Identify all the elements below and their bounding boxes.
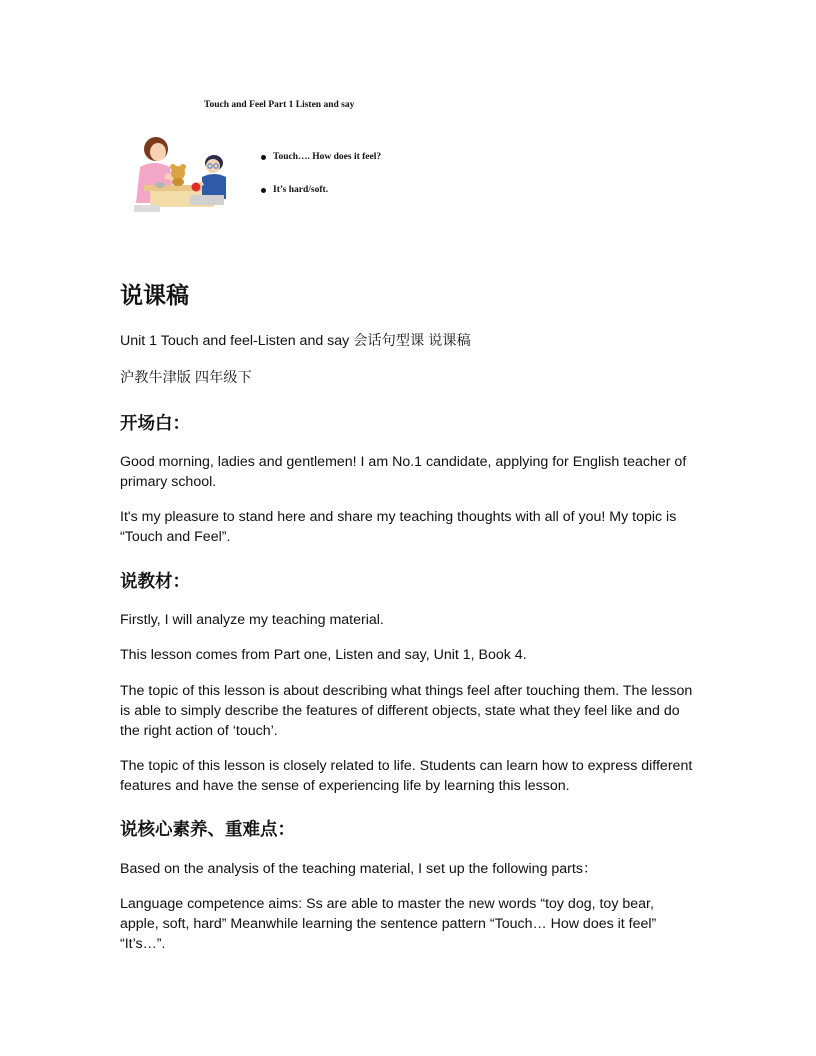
figure-title: Touch and Feel Part 1 Listen and say bbox=[204, 100, 355, 110]
figure-bullet-1 bbox=[261, 152, 381, 162]
paragraph: Based on the analysis of the teaching material, I set up the following parts： bbox=[120, 861, 598, 877]
bullet-dot-icon bbox=[261, 188, 266, 193]
subtitle-unit: Unit 1 Touch and feel-Listen and say 会话句型课 说课稿 bbox=[120, 333, 471, 349]
heading-core: 说核心素养、重难点： bbox=[120, 820, 295, 840]
paragraph: This lesson comes from Part one, Listen and say, Unit 1, Book 4. bbox=[120, 647, 527, 663]
subtitle-grade: 沪教牛津版 四年级下 bbox=[120, 370, 252, 386]
paragraph: Language competence aims: Ss are able to master the new words “toy dog, toy bear, apple, soft, hard” Meanwhile learning the sentence pattern “Touch… How does it feel” “It’s…”. bbox=[120, 896, 657, 952]
bullet-dot-icon bbox=[261, 155, 266, 160]
heading-opening: 开场白： bbox=[120, 414, 190, 434]
heading-material: 说教材： bbox=[120, 572, 190, 592]
classroom-illustration bbox=[130, 133, 228, 215]
page-title: 说课稿 bbox=[120, 283, 189, 309]
paragraph: The topic of this lesson is closely related to life. Students can learn how to express different features and have the sense of experiencing life by learning this lesson. bbox=[120, 758, 693, 794]
paragraph: It's my pleasure to stand here and share my teaching thoughts with all of you! My topic is “Touch and Feel”. bbox=[120, 509, 677, 545]
paragraph: The topic of this lesson is about describing what things feel after touching them. The lesson is able to simply describe the features of different objects, state what they feel like and do the right action of ‘touch’. bbox=[120, 683, 693, 739]
figure-bullet-text: It’s hard/soft. bbox=[273, 185, 329, 195]
figure-bullet-2 bbox=[261, 185, 328, 195]
paragraph: Good morning, ladies and gentlemen! I am No.1 candidate, applying for English teacher of primary school. bbox=[120, 454, 687, 490]
figure-bullet-text: Touch…. How does it feel? bbox=[273, 152, 382, 162]
paragraph: Firstly, I will analyze my teaching material. bbox=[120, 612, 384, 628]
